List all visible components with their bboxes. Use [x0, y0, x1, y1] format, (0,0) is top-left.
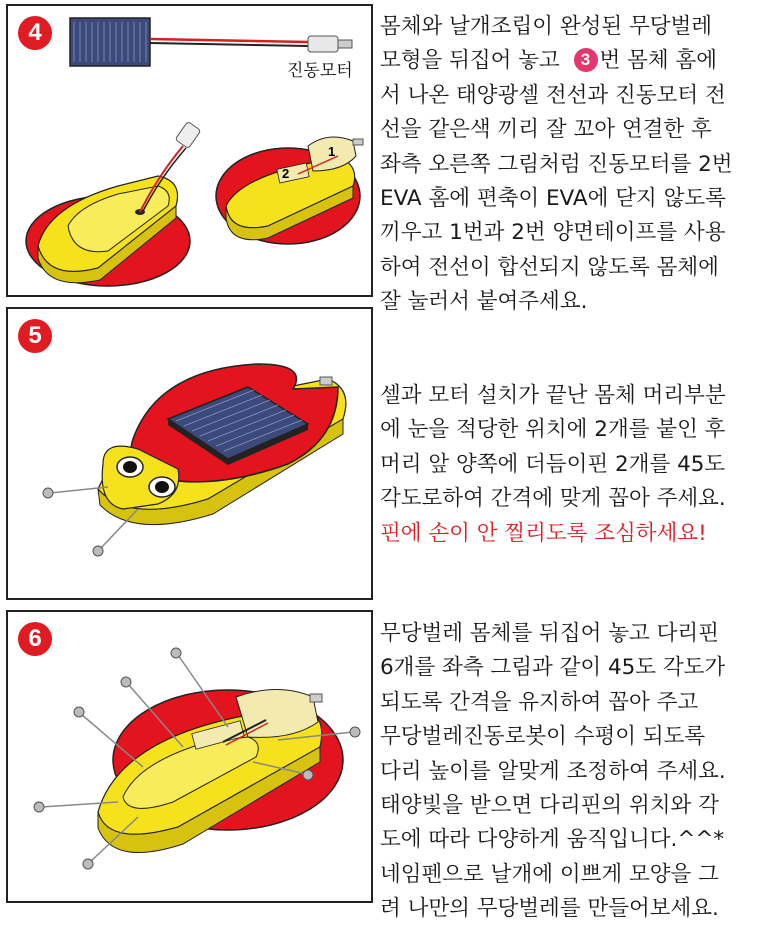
step-5-line: 셀과 모터 설치가 끝난 몸체 머리부분 — [380, 383, 726, 408]
motor-label: 진동모터 — [287, 61, 353, 81]
ladybug-body-right — [216, 137, 363, 244]
step-5-line: 에 눈을 적당한 위치에 2개를 붙인 후 — [380, 417, 726, 443]
step-4-line: 좌측 오른쪽 그림처럼 진동모터를 2번 — [380, 151, 733, 177]
step-6-line: 6개를 좌측 그림과 같이 45도 각도가 — [380, 655, 726, 681]
step-5-illustration — [8, 309, 373, 600]
step-4-badge: 4 — [18, 16, 52, 50]
step-4-line-with-ref: 모형을 뒤집어 놓고 3 번 몸체 홈에 — [380, 48, 718, 74]
step-6-line: 도에 따라 다양하게 움직입니다.^^* — [380, 827, 725, 853]
step-6-line: 되도록 간격을 유지하여 꼽아 주고 — [380, 689, 699, 715]
step-5-line: 각도로하여 간격에 맞게 꼽아 주세요. — [380, 486, 726, 512]
step-6-line: 무당벌레진동로봇이 수평이 되도록 — [380, 724, 706, 750]
step-4-line: 몸체와 날개조립이 완성된 무당벌레 — [380, 14, 713, 39]
part-label-1: 1 — [328, 144, 336, 159]
step-6-line: 네임펜으로 날개에 이쁘게 모양을 그 — [380, 861, 719, 887]
step-3-ref-icon: 3 — [574, 48, 598, 72]
step-4-line: 서 나온 태양광셀 전선과 진동모터 전 — [380, 82, 726, 108]
step-6-line: 다리 높이를 알맞게 조정하여 주세요. — [380, 758, 726, 784]
step-4-line: 하여 전선이 합선되지 않도록 몸체에 — [380, 254, 719, 280]
step-4-text — [380, 10, 752, 320]
solar-cell — [70, 18, 150, 66]
step-4-illustration — [8, 6, 373, 297]
ladybug-body-left — [26, 121, 201, 286]
step-6-panel — [6, 610, 373, 903]
step-5-text — [380, 379, 752, 551]
step-4-line: 잘 눌러서 붙여주세요. — [380, 289, 588, 315]
step-6-line: 태양빛을 받으면 다리핀의 위치와 각 — [380, 793, 719, 819]
vibration-motor — [308, 36, 352, 52]
step-4-panel — [6, 4, 373, 297]
step-6-text — [380, 617, 752, 927]
step-5-panel — [6, 307, 373, 600]
step-4-line: 선을 같은색 끼리 잘 꼬아 연결한 후 — [380, 117, 712, 143]
safety-warning: 핀에 손이 안 찔리도록 조심하세요! — [380, 520, 707, 546]
step-4-line: 끼우고 1번과 2번 양면테이프를 사용 — [380, 220, 726, 246]
part-label-2: 2 — [282, 166, 290, 181]
step-5-line: 머리 앞 양쪽에 더듬이핀 2개를 45도 — [380, 451, 726, 477]
step-5-badge: 5 — [18, 319, 52, 353]
step-6-badge: 6 — [18, 622, 52, 656]
step-6-illustration — [8, 612, 373, 903]
step-4-line: EVA 홈에 편축이 EVA에 닫지 않도록 — [380, 186, 726, 212]
step-6-line: 무당벌레 몸체를 뒤집어 놓고 다리핀 — [380, 621, 719, 646]
step-6-line: 려 나만의 무당벌레를 만들어보세요. — [380, 896, 719, 922]
